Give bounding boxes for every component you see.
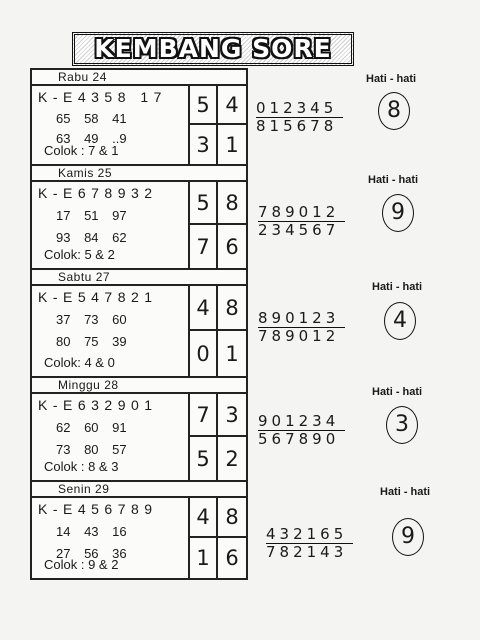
grid-digit: 5 [190, 86, 218, 125]
circled-number: 4 [384, 302, 416, 340]
number-row: 27 56 36 [56, 546, 127, 561]
ke-number-line: K-E456789 [38, 501, 158, 517]
fraction-top-digits: 901234 [258, 413, 345, 431]
fraction-bottom-digits: 815678 [256, 117, 338, 135]
number-row: 14 43 16 [56, 524, 127, 539]
digit-grid [190, 394, 246, 480]
fraction-top-digits: 432165 [266, 526, 353, 544]
grid-digit: 7 [190, 394, 218, 437]
grid-digit: 8 [218, 498, 246, 538]
fraction-bottom-digits: 234567 [258, 221, 340, 239]
day-block-kamis [32, 166, 246, 270]
grid-digit: 3 [190, 125, 218, 164]
grid-digit: 2 [225, 446, 239, 471]
fraction-bottom-digits: 782143 [266, 543, 348, 561]
number-row: 80 75 39 [56, 334, 127, 349]
grid-digit: 4 [190, 286, 218, 331]
day-block-sabtu [32, 270, 246, 378]
circled-number: 9 [392, 518, 424, 556]
ke-number-line: K-E678932 [38, 185, 158, 201]
colok-line: Colok: 5 & 2 [44, 247, 115, 262]
digit-grid [190, 86, 246, 164]
grid-digit: 6 [225, 234, 239, 259]
colok-line: Colok: 4 & 0 [44, 355, 115, 370]
ke-number-line: K-E632901 [38, 397, 158, 413]
colok-line: Colok : 9 & 2 [44, 557, 119, 572]
hati-hati-note: Hati - hati [372, 281, 423, 293]
grid-digit: 1 [225, 341, 239, 366]
digit-fraction [266, 526, 353, 560]
day-label: Minggu 28 [32, 378, 246, 394]
day-label: Senin 29 [32, 482, 246, 498]
grid-digit: 6 [225, 546, 239, 570]
grid-digit: 1 [225, 132, 239, 157]
grid-digit: 4 [218, 86, 246, 125]
circled-number: 3 [386, 406, 418, 444]
circled-number: 8 [378, 92, 410, 130]
number-row: 65 58 41 [56, 111, 127, 126]
digit-grid [190, 286, 246, 376]
digit-grid [190, 182, 246, 268]
fraction-top-digits: 890123 [258, 310, 345, 328]
hati-hati-note: Hati - hati [368, 174, 419, 186]
number-row: 37 73 60 [56, 312, 127, 327]
digit-fraction [258, 310, 345, 344]
number-row: 62 60 91 [56, 420, 127, 435]
day-label: Rabu 24 [32, 70, 246, 86]
hati-hati-note: Hati - hati [372, 386, 423, 398]
digit-fraction [256, 100, 343, 134]
day-block-rabu [32, 70, 246, 166]
digit-fraction [258, 204, 345, 238]
number-row: 17 51 97 [56, 208, 127, 223]
fraction-bottom-digits: 789012 [258, 327, 340, 345]
hati-hati-note: Hati - hati [366, 73, 417, 85]
ke-number-line: K-E4358 17 [38, 89, 167, 105]
grid-digit: 4 [190, 498, 218, 538]
grid-digit: 8 [218, 286, 246, 331]
circled-number: 9 [382, 194, 414, 232]
grid-digit: 8 [218, 182, 246, 225]
digit-fraction [258, 413, 345, 447]
grid-digit: 5 [190, 437, 218, 480]
fraction-top-digits: 789012 [258, 204, 345, 222]
page-title: KEMBANG SORE [72, 32, 354, 66]
grid-digit: 3 [218, 394, 246, 437]
grid-digit: 7 [190, 225, 218, 268]
day-block-minggu [32, 378, 246, 482]
grid-digit: 1 [190, 538, 218, 578]
fraction-bottom-digits: 567890 [258, 430, 340, 448]
colok-line: Colok : 8 & 3 [44, 459, 119, 474]
number-row: 93 84 62 [56, 230, 127, 245]
grid-digit: 5 [190, 182, 218, 225]
colok-line: Colok : 7 & 1 [44, 143, 119, 158]
day-block-senin [32, 482, 246, 578]
day-label: Sabtu 27 [32, 270, 246, 286]
grid-digit: 0 [190, 331, 218, 376]
prediction-table [30, 68, 248, 580]
number-row: 63 49 ..9 [56, 131, 127, 146]
number-row: 73 80 57 [56, 442, 127, 457]
ke-number-line: K-E547821 [38, 289, 158, 305]
fraction-top-digits: 012345 [256, 100, 343, 118]
day-label: Kamis 25 [32, 166, 246, 182]
hati-hati-note: Hati - hati [380, 486, 431, 498]
digit-grid [190, 498, 246, 578]
